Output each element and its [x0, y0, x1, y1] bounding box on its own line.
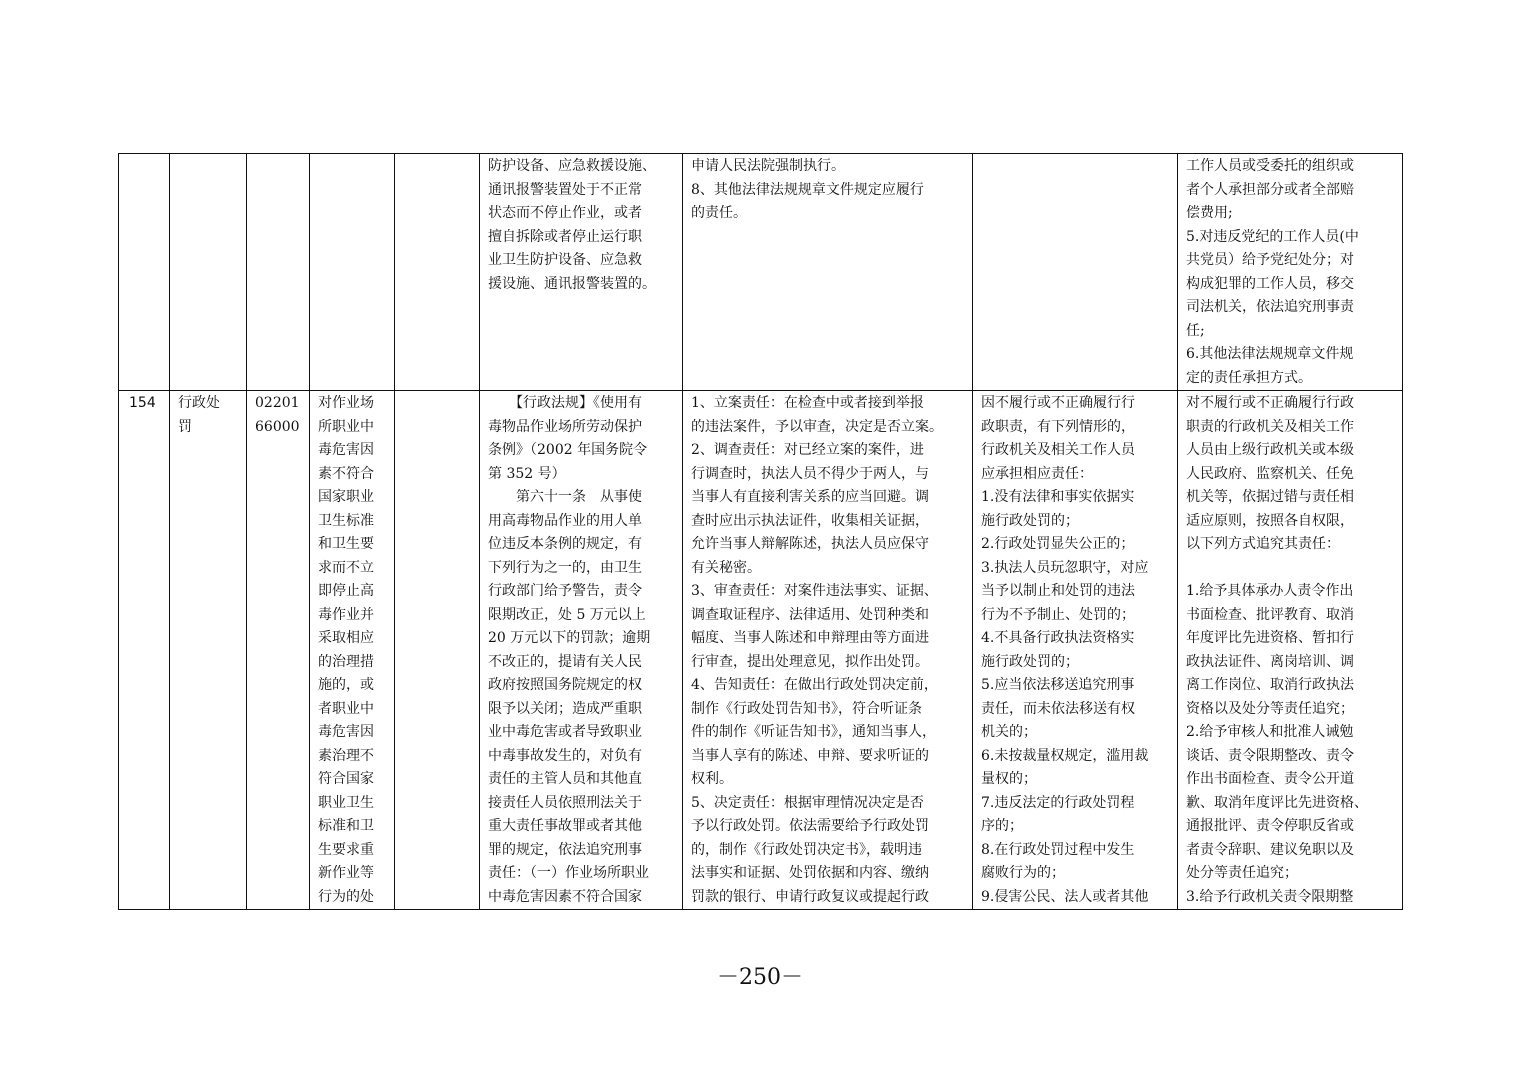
- text-line: 制作《行政处罚告知书》，符合听证条: [691, 700, 922, 717]
- text-line: [1186, 557, 1394, 581]
- text-line: 行审查，提出处理意见，拟作出处罚。: [691, 653, 929, 670]
- text-line: 共党员）给予党纪处分；对: [1186, 252, 1354, 268]
- text-line: 采取相应: [318, 630, 374, 646]
- text-line: 6.未按裁量权规定，滥用裁: [981, 747, 1149, 764]
- text-line: 序的；: [981, 818, 1023, 834]
- text-line: 6.其他法律法规规章文件规: [1186, 346, 1354, 362]
- text-line: 卫生标准: [318, 512, 374, 529]
- text-line: 量权的；: [981, 771, 1037, 787]
- text-line: 查时应出示执法证件，收集相关证据，: [691, 512, 929, 529]
- text-line: 者个人承担部分或者全部赔: [1186, 181, 1354, 198]
- text-line: 1、立案责任：在检查中或者接到举报: [691, 395, 924, 411]
- text-line: 因不履行或不正确履行行: [981, 395, 1135, 411]
- text-line: 者职业中: [318, 700, 374, 717]
- text-line: 即停止高: [318, 583, 374, 599]
- text-line: 施行政处罚的；: [981, 653, 1079, 670]
- text-line: 1.没有法律和事实依据实: [981, 489, 1135, 505]
- text-line: 机关等，依据过错与责任相: [1186, 489, 1354, 505]
- text-line: 素不符合: [318, 465, 374, 482]
- cell-circumstances: [973, 154, 1178, 391]
- text-line: 歉、取消年度评比先进资格、: [1186, 794, 1368, 811]
- text-line: 罚款的银行、申请行政复议或提起行政: [691, 888, 929, 905]
- text-line: 2.行政处罚显失公正的；: [981, 536, 1135, 552]
- text-line: 施行政处罚的；: [981, 512, 1079, 529]
- text-line: 新作业等: [318, 865, 374, 881]
- text-line: 业卫生防护设备、应急救: [488, 252, 642, 268]
- text-line: 限予以关闭；造成严重职: [488, 700, 642, 717]
- cell-duty: [683, 154, 973, 391]
- text-line: 以下列方式追究其责任：: [1186, 536, 1340, 552]
- text-line: 符合国家: [318, 771, 374, 787]
- text-line: 权利。: [691, 771, 733, 787]
- text-line: 8、其他法律法规规章文件规定应履行: [691, 181, 924, 198]
- text-line: 行调查时，执法人员不得少于两人，与: [691, 465, 929, 482]
- text-line: 行政处: [178, 395, 220, 411]
- text-line: 66000: [255, 418, 300, 435]
- cell-item-name: [310, 391, 395, 910]
- text-line: 申请人民法院强制执行。: [691, 158, 845, 174]
- text-line: 通报批评、责令停职反省或: [1186, 818, 1354, 834]
- text-line: 偿费用;: [1186, 205, 1233, 221]
- cell-index: 154: [119, 391, 170, 910]
- cell-basis: [480, 154, 683, 391]
- text-line: 行为不予制止、处罚的；: [981, 606, 1135, 623]
- text-line: 毒物品作业场所劳动保护: [488, 418, 642, 435]
- text-line: 责任的主管人员和其他直: [488, 771, 642, 787]
- text-line: 位违反本条例的规定，有: [488, 536, 642, 552]
- text-line: 第 352 号）: [488, 465, 566, 482]
- text-line: 条例》（2002 年国务院令: [488, 442, 648, 458]
- text-line: 政执法证件、离岗培训、调: [1186, 653, 1354, 670]
- text-line: 职业卫生: [318, 794, 374, 811]
- text-line: 工作人员或受委托的组织或: [1186, 158, 1354, 174]
- text-line: 幅度、当事人陈述和申辩理由等方面进: [691, 630, 929, 646]
- text-line: 2.给予审核人和批准人诫勉: [1186, 724, 1354, 740]
- text-line: 毒危害因: [318, 724, 374, 740]
- table-row: [119, 154, 1403, 391]
- text-line: 防护设备、应急救援设施、: [488, 158, 656, 174]
- text-line: 不改正的，提请有关人民: [488, 653, 642, 670]
- text-line: 离工作岗位、取消行政执法: [1186, 677, 1354, 693]
- cell-sub-item: [395, 391, 480, 910]
- text-line: 件的制作《听证告知书》，通知当事人，: [691, 724, 936, 740]
- text-line: 4.不具备行政执法资格实: [981, 630, 1135, 646]
- text-line: 年度评比先进资格、暂扣行: [1186, 630, 1354, 646]
- text-line: 腐败行为的；: [981, 865, 1065, 881]
- text-line: 毒危害因: [318, 442, 374, 458]
- text-line: 9.侵害公民、法人或者其他: [981, 888, 1149, 905]
- text-line: 下列行为之一的，由卫生: [488, 559, 642, 576]
- text-line: 业中毒危害或者导致职业: [488, 724, 642, 740]
- text-line: 任;: [1186, 322, 1205, 339]
- text-line: 生要求重: [318, 841, 374, 858]
- text-line: 素治理不: [318, 747, 374, 764]
- text-line: 司法机关，依法追究刑事责: [1186, 299, 1354, 315]
- text-line: 的，制作《行政处罚决定书》，载明违: [691, 841, 922, 858]
- cell-code: [247, 391, 310, 910]
- text-line: 通讯报警装置处于不正常: [488, 181, 642, 198]
- text-line: 谈话、责令限期整改、责令: [1186, 747, 1354, 764]
- text-line: 者责令辞职、建议免职以及: [1186, 841, 1354, 858]
- text-line: 施的，或: [318, 677, 374, 693]
- text-line: 02201: [255, 395, 300, 411]
- text-line: 接责任人员依照刑法关于: [488, 794, 642, 811]
- text-line: 求而不立: [318, 559, 374, 576]
- text-line: 状态而不停止作业，或者: [488, 205, 642, 221]
- cell-basis: [480, 391, 683, 910]
- cell-accountability: [1178, 154, 1403, 391]
- text-line: 和卫生要: [318, 536, 374, 552]
- text-line: 中毒事故发生的，对负有: [488, 747, 642, 764]
- text-line: 职责的行政机关及相关工作: [1186, 418, 1354, 435]
- cell-category: [170, 154, 247, 391]
- text-line: 应承担相应责任：: [981, 465, 1093, 482]
- text-line: 重大责任事故罪或者其他: [488, 818, 642, 834]
- text-line: 作出书面检查、责令公开道: [1186, 771, 1354, 787]
- text-line: 政职责，有下列情形的，: [981, 418, 1135, 435]
- text-line: 3、审查责任：对案件违法事实、证据、: [691, 583, 938, 599]
- text-line: 责任，而未依法移送有权: [981, 700, 1135, 717]
- text-line: 5、决定责任：根据审理情况决定是否: [691, 794, 924, 811]
- text-line: 机关的；: [981, 724, 1037, 740]
- text-line: 书面检查、批评教育、取消: [1186, 606, 1354, 623]
- text-line: 当事人有直接利害关系的应当回避。调: [691, 489, 929, 505]
- text-line: 行政部门给予警告，责令: [488, 583, 642, 599]
- cell-item-name: [310, 154, 395, 391]
- text-line: 标准和卫: [318, 818, 374, 834]
- text-line: 擅自拆除或者停止运行职: [488, 228, 642, 245]
- text-line: 2、调查责任：对已经立案的案件，进: [691, 442, 924, 458]
- text-line: 处分等责任追究；: [1186, 865, 1298, 881]
- cell-code: [247, 154, 310, 391]
- text-line: 20 万元以下的罚款；逾期: [488, 630, 651, 646]
- text-line: 援设施、通讯报警装置的。: [488, 275, 656, 292]
- text-line: 【行政法规】《使用有: [488, 395, 642, 411]
- text-line: 5.对违反党纪的工作人员(中: [1186, 228, 1359, 245]
- text-line: 法事实和证据、处罚依据和内容、缴纳: [691, 865, 929, 881]
- cell-index: [119, 154, 170, 391]
- page-number: －250－: [717, 965, 803, 990]
- cell-accountability: [1178, 391, 1403, 910]
- text-line: 行为的处: [318, 888, 374, 905]
- cell-category: [170, 391, 247, 910]
- text-line: 政府按照国务院规定的权: [488, 677, 642, 693]
- text-line: 构成犯罪的工作人员，移交: [1186, 275, 1354, 292]
- text-line: 行政机关及相关工作人员: [981, 442, 1135, 458]
- cell-duty: [683, 391, 973, 910]
- text-line: 的违法案件，予以审查，决定是否立案。: [691, 418, 943, 435]
- responsibility-table: [118, 153, 1403, 910]
- text-line: 予以行政处罚。依法需要给予行政处罚: [691, 818, 929, 834]
- text-line: 1.给予具体承办人责令作出: [1186, 583, 1354, 599]
- text-line: 对作业场: [318, 395, 374, 411]
- text-line: 5.应当依法移送追究刑事: [981, 677, 1135, 693]
- cell-circumstances: [973, 391, 1178, 910]
- text-line: 限期改正，处 5 万元以上: [488, 606, 646, 623]
- text-line: 调查取证程序、法律适用、处罚种类和: [691, 606, 929, 623]
- text-line: 资格以及处分等责任追究；: [1186, 700, 1354, 717]
- text-line: 适应原则，按照各自权限，: [1186, 512, 1354, 529]
- text-line: 3.执法人员玩忽职守，对应: [981, 559, 1149, 576]
- text-line: 所职业中: [318, 418, 374, 435]
- text-line: 毒作业并: [318, 606, 374, 623]
- text-line: 8.在行政处罚过程中发生: [981, 841, 1135, 858]
- text-line: 7.违反法定的行政处罚程: [981, 794, 1135, 811]
- text-line: 当事人享有的陈述、申辩、要求听证的: [691, 747, 929, 764]
- text-line: 用高毒物品作业的用人单: [488, 512, 642, 529]
- text-line: 罪的规定，依法追究刑事: [488, 841, 642, 858]
- table-row: [119, 391, 1403, 910]
- text-line: 责任：（一）作业场所职业: [488, 865, 649, 881]
- text-line: 4、告知责任：在做出行政处罚决定前，: [691, 677, 938, 693]
- text-line: 的责任。: [691, 205, 747, 221]
- text-line: 对不履行或不正确履行行政: [1186, 395, 1354, 411]
- text-line: 有关秘密。: [691, 559, 761, 576]
- text-line: 第六十一条 从事使: [488, 489, 642, 505]
- text-line: 人员由上级行政机关或本级: [1186, 442, 1354, 458]
- text-line: 3.给予行政机关责令限期整: [1186, 888, 1354, 905]
- text-line: 国家职业: [318, 489, 374, 505]
- cell-sub-item: [395, 154, 480, 391]
- text-line: 允许当事人辩解陈述，执法人员应保守: [691, 536, 929, 552]
- text-line: 的治理措: [318, 653, 374, 670]
- text-line: 中毒危害因素不符合国家: [488, 888, 642, 905]
- text-line: 当予以制止和处罚的违法: [981, 583, 1135, 599]
- text-line: 人民政府、监察机关、任免: [1186, 465, 1354, 482]
- text-line: 罚: [178, 418, 192, 435]
- text-line: 定的责任承担方式。: [1186, 369, 1312, 386]
